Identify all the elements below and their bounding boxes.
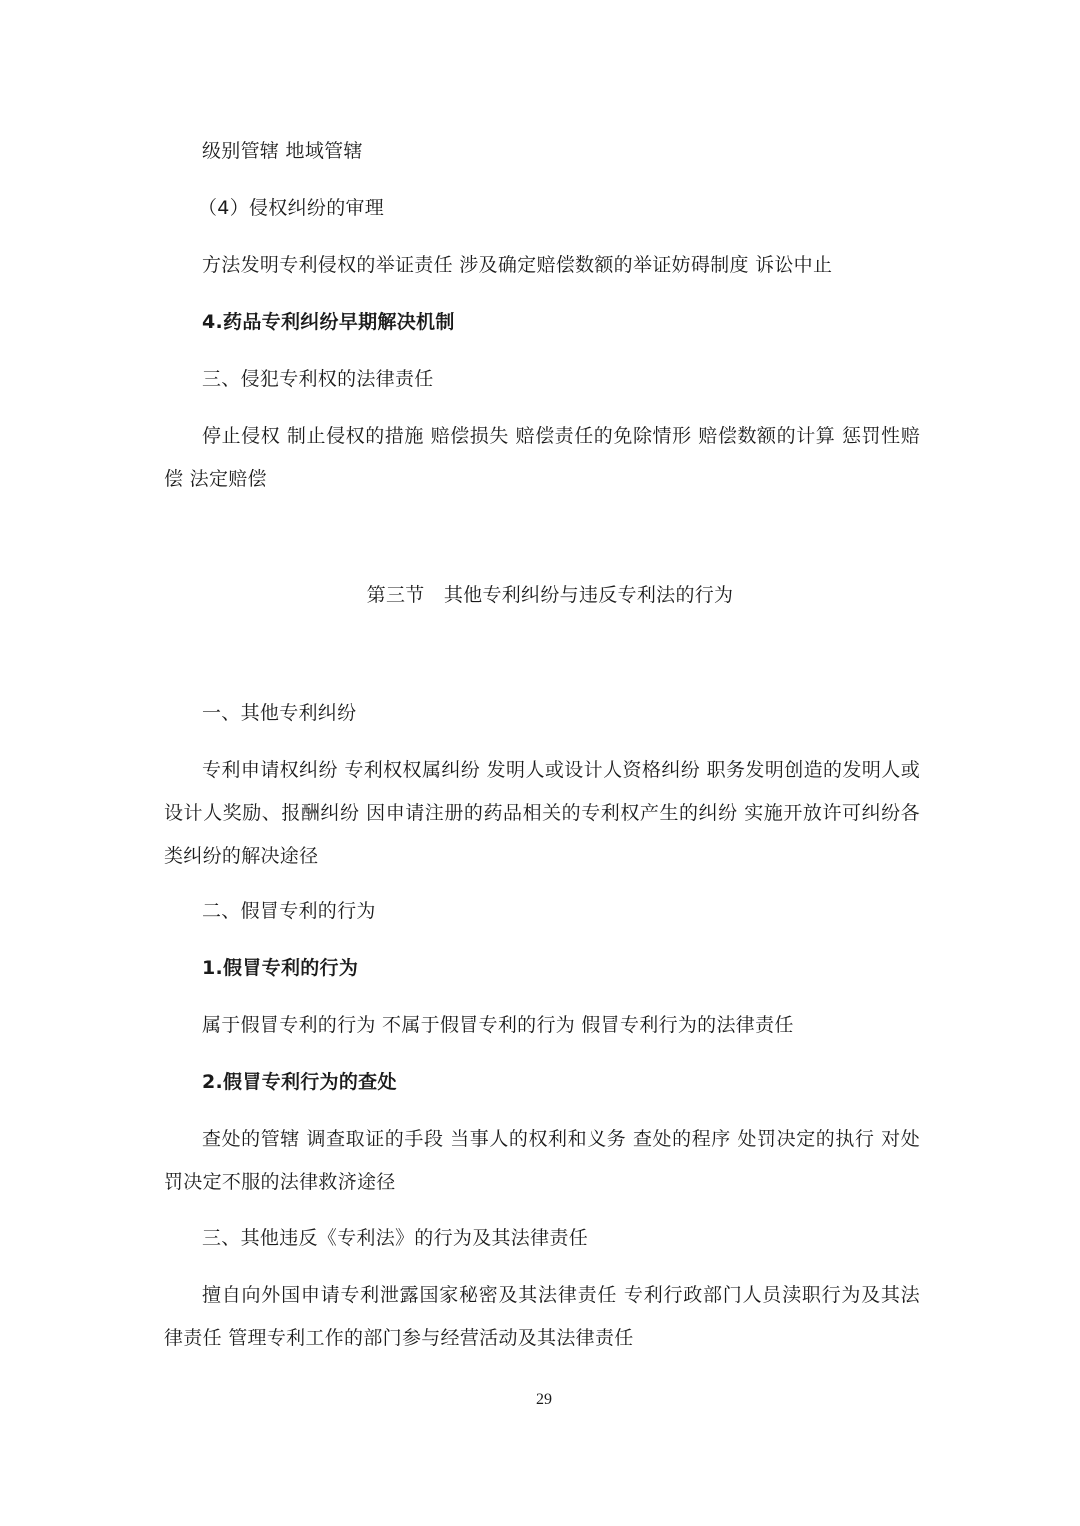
page-number: 29 [536,1391,552,1408]
paragraph-violation-topics: 擅自向外国申请专利泄露国家秘密及其法律责任 专利行政部门人员渎职行为及其法律责任 管理专利工作的部门参与经营活动及其法律责任 [164,1284,920,1349]
paragraph-investigation-topics: 查处的管辖 调查取证的手段 当事人的权利和义务 查处的程序 处罚决定的执行 对处罚决定不服的法律救济途径 [164,1128,920,1193]
section-title: 第三节 其他专利纠纷与违反专利法的行为 [366,584,734,606]
heading-drug-patent-mechanism: 4.药品专利纠纷早期解决机制 [202,311,455,333]
heading-infringement-trial: （4）侵权纠纷的审理 [198,197,385,219]
paragraph-liability-topics: 停止侵权 制止侵权的措施 赔偿损失 赔偿责任的免除情形 赔偿数额的计算 惩罚性赔偿 法定赔偿 [164,425,920,490]
text-line-counterfeit-acts: 属于假冒专利的行为 不属于假冒专利的行为 假冒专利行为的法律责任 [202,1014,794,1036]
heading-other-disputes: 一、其他专利纠纷 [202,702,357,724]
heading-counterfeit-patent: 二、假冒专利的行为 [202,900,376,922]
paragraph-dispute-types: 专利申请权纠纷 专利权权属纠纷 发明人或设计人资格纠纷 职务发明创造的发明人或设计人奖励、报酬纠纷 因申请注册的药品相关的专利权产生的纠纷 实施开放许可纠纷各类纠纷的解决途径 [164,759,920,867]
heading-legal-liability: 三、侵犯专利权的法律责任 [202,368,434,390]
text-line-trial-topics: 方法发明专利侵权的举证责任 涉及确定赔偿数额的举证妨碍制度 诉讼中止 [202,254,833,276]
heading-other-violations: 三、其他违反《专利法》的行为及其法律责任 [202,1227,589,1249]
subheading-investigation: 2.假冒专利行为的查处 [202,1071,397,1093]
subheading-counterfeit-acts: 1.假冒专利的行为 [202,957,359,979]
text-line-jurisdiction: 级别管辖 地域管辖 [202,140,363,162]
